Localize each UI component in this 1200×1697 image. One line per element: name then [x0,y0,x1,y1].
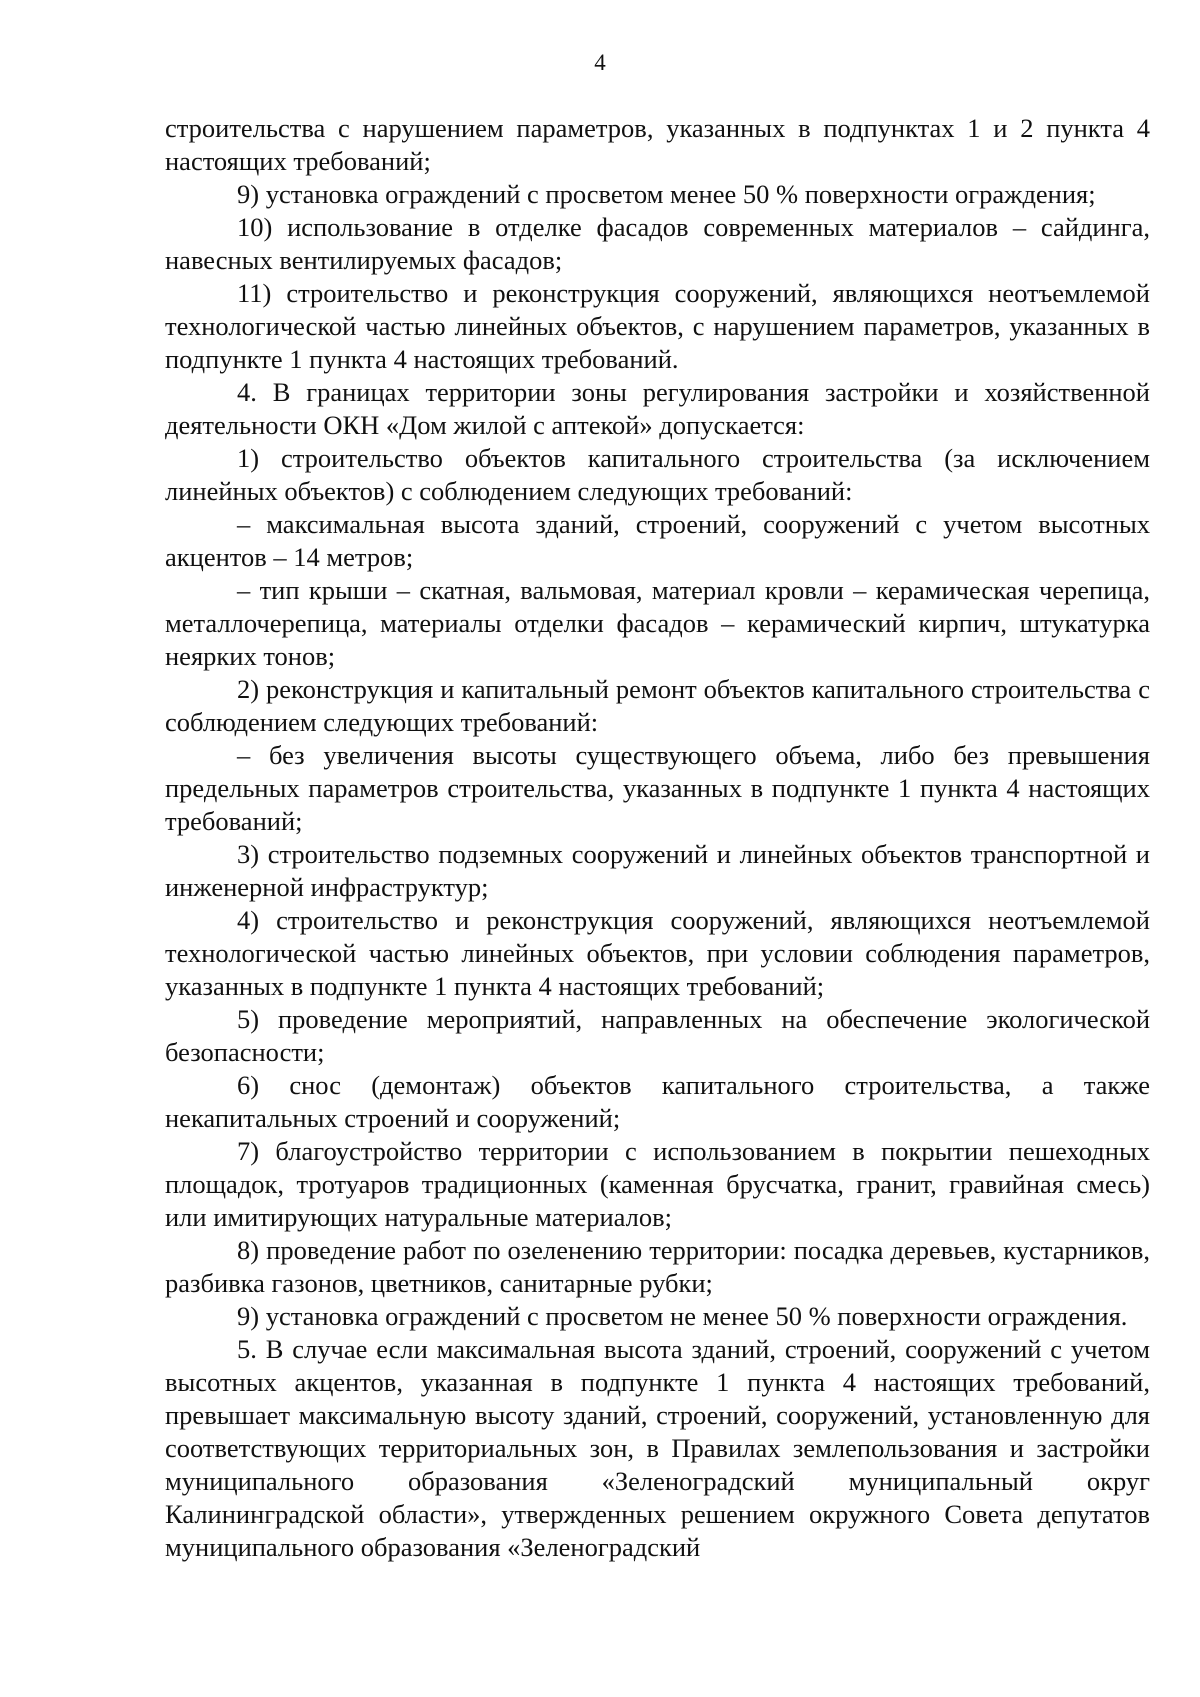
paragraph-item-7: 7) благоустройство территории с использованием в покрытии пешеходных площадок, тротуаров традиционных (каменная брусчатка, гранит, гравийная смесь) или имитирующих натуральные материалов; [165,1136,1150,1232]
paragraph-item-9-prohibited: 9) установка ограждений с просветом менее 50 % поверхности ограждения; [237,179,1096,209]
paragraph-item-6: 6) снос (демонтаж) объектов капитального строительства, а также некапитальных строений и сооружений; [165,1070,1150,1133]
paragraph-dash-volume: – без увеличения высоты существующего объема, либо без превышения предельных параметров строительства, указанных в подпункте 1 пункта 4 настоящих требований; [165,740,1150,836]
paragraph-item-1: 1) строительство объектов капитального строительства (за исключением линейных объектов) с соблюдением следующих требований: [165,443,1150,506]
paragraph-item-5: 5) проведение мероприятий, направленных на обеспечение экологической безопасности; [165,1004,1150,1067]
paragraph-section-4: 4. В границах территории зоны регулирования застройки и хозяйственной деятельности ОКН «Дом жилой с аптекой» допускается: [165,377,1150,440]
paragraph-item-2: 2) реконструкция и капитальный ремонт объектов капитального строительства с соблюдением следующих требований: [165,674,1150,737]
paragraph-item-11-prohibited: 11) строительство и реконструкция сооружений, являющихся неотъемлемой технологической частью линейных объектов, с нарушением параметров, указанных в подпункте 1 пункта 4 настоящих требований. [165,278,1150,374]
paragraph-item-10-prohibited: 10) использование в отделке фасадов современных материалов – сайдинга, навесных вентилируемых фасадов; [165,212,1150,275]
paragraph-item-4: 4) строительство и реконструкция сооружений, являющихся неотъемлемой технологической частью линейных объектов, при условии соблюдения параметров, указанных в подпункте 1 пункта 4 настоящих требований; [165,905,1150,1001]
document-body [165,112,1150,1564]
paragraph-continuation: строительства с нарушением параметров, указанных в подпунктах 1 и 2 пункта 4 настоящих требований; [165,113,1150,176]
paragraph-dash-roof: – тип крыши – скатная, вальмовая, материал кровли – керамическая черепица, металлочерепица, материалы отделки фасадов – керамический кирпич, штукатурка неярких тонов; [165,575,1150,671]
paragraph-section-5: 5. В случае если максимальная высота зданий, строений, сооружений с учетом высотных акцентов, указанная в подпункте 1 пункта 4 настоящих требований, превышает максимальную высоту зданий, строений, сооружений, установленную для соответствующих территориальных зон, в Правилах землепользования и застройки муниципального образования «Зеленоградский муниципальный округ Калининградской области», утвержденных решением окружного Совета депутатов муниципального образования «Зеленоградский [165,1334,1150,1562]
paragraph-item-3: 3) строительство подземных сооружений и линейных объектов транспортной и инженерной инфраструктур; [165,839,1150,902]
paragraph-dash-height: – максимальная высота зданий, строений, сооружений с учетом высотных акцентов – 14 метров; [165,509,1150,572]
paragraph-item-9: 9) установка ограждений с просветом не менее 50 % поверхности ограждения. [237,1301,1128,1331]
paragraph-item-8: 8) проведение работ по озеленению территории: посадка деревьев, кустарников, разбивка газонов, цветников, санитарные рубки; [165,1235,1150,1298]
page-number: 4 [594,50,606,75]
